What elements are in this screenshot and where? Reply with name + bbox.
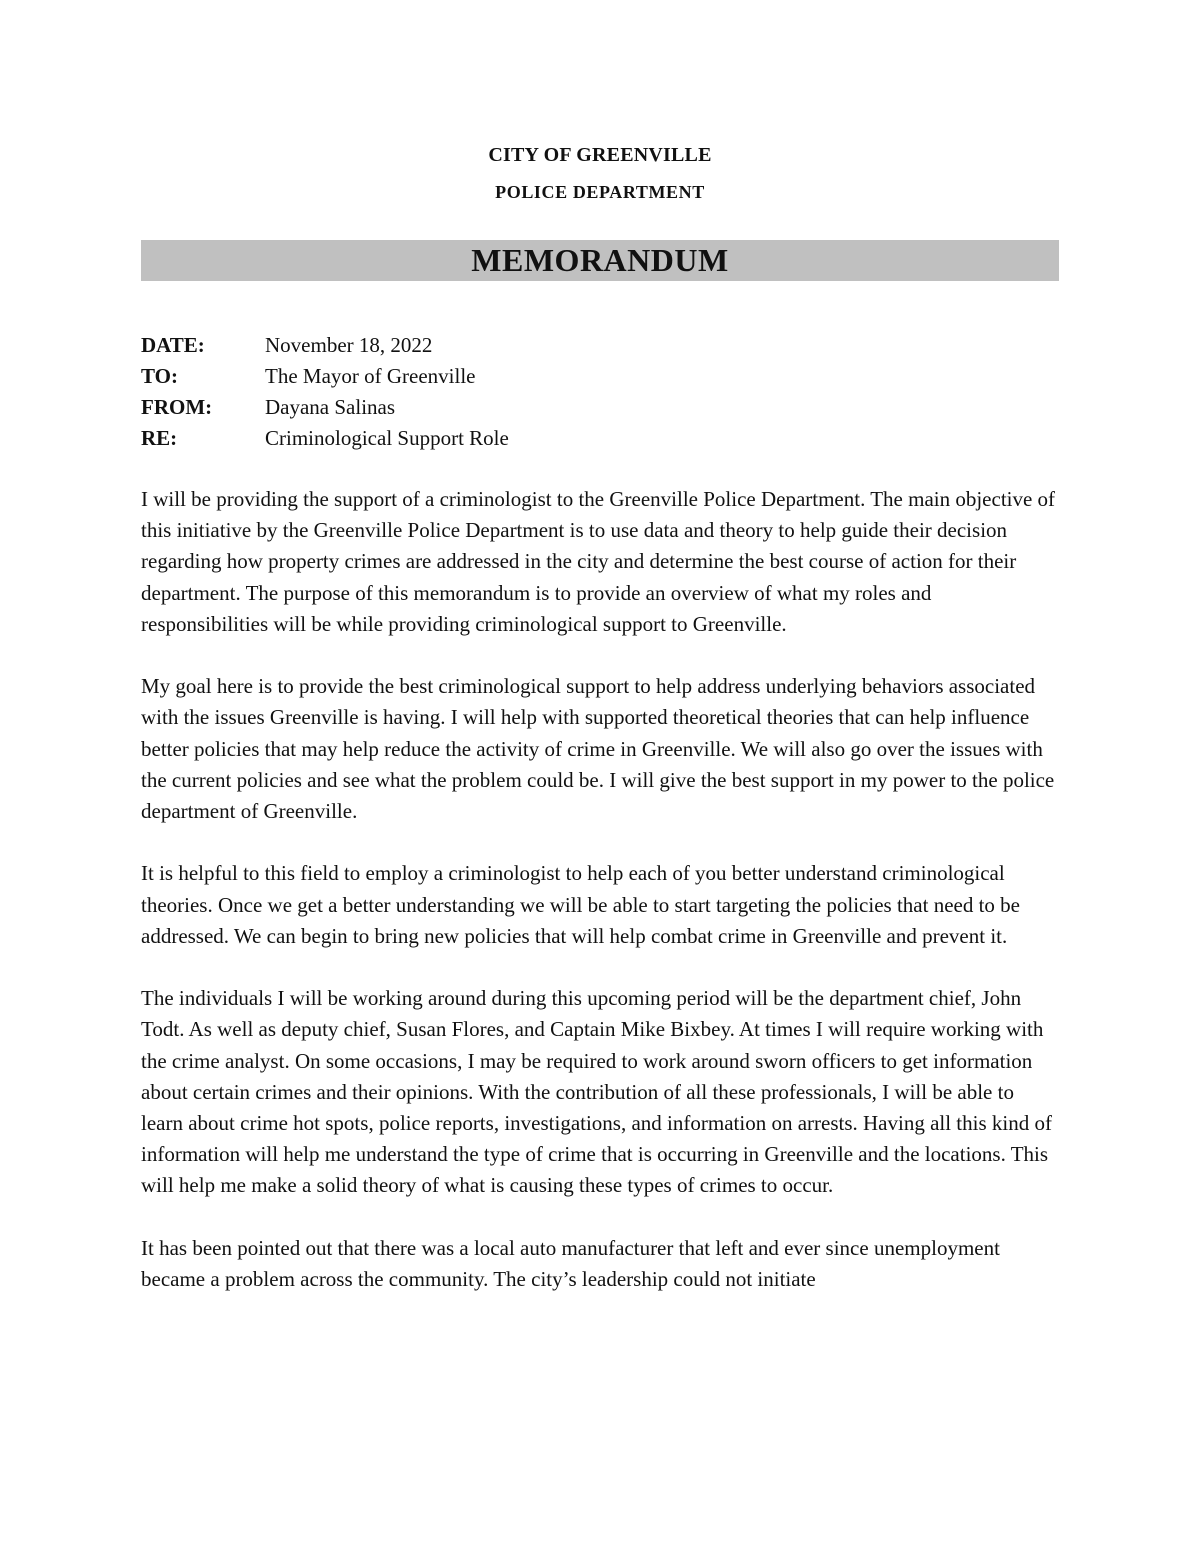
to-row xyxy=(141,361,1059,392)
organization-name: CITY OF GREENVILLE xyxy=(488,144,712,166)
body-paragraph: The individuals I will be working around during this upcoming period will be the department chief, John Todt. As well as deputy chief, Susan Flores, and Captain Mike Bixbey. At times I will require working with the crime analyst. On some occasions, I may be required to work around sworn officers to get information about certain crimes and their opinions. With the contribution of all these professionals, I will be able to learn about crime hot spots, police reports, investigations, and information on arrests. Having all this kind of information will help me understand the type of crime that is occurring in Greenville and the locations. This will help me make a solid theory of what is causing these types of crimes to occur. xyxy=(141,986,1052,1198)
memo-body xyxy=(141,484,1059,1326)
to-label: TO: xyxy=(141,364,178,388)
to-value: The Mayor of Greenville xyxy=(265,364,476,388)
body-paragraph: It is helpful to this field to employ a criminologist to help each of you better understand criminological theories. Once we get a better understanding we will be able to start targeting the policies that need to be addressed. We can begin to bring new policies that will help combat crime in Greenville and prevent it. xyxy=(141,861,1020,948)
date-value: November 18, 2022 xyxy=(265,333,433,357)
body-paragraph: I will be providing the support of a criminologist to the Greenville Police Department. The main objective of this initiative by the Greenville Police Department is to use data and theory to help guide their decision regarding how property crimes are addressed in the city and determine the best course of action for their department. The purpose of this memorandum is to provide an overview of what my roles and responsibilities will be while providing criminological support to Greenville. xyxy=(141,487,1056,636)
re-row xyxy=(141,423,1059,454)
re-label: RE: xyxy=(141,426,178,450)
memo-title-banner xyxy=(141,240,1059,281)
memo-page xyxy=(141,0,1059,1553)
body-paragraph: My goal here is to provide the best criminological support to help address underlying behaviors associated with the issues Greenville is having. I will help with supported theoretical theories that can help influence better policies that may help reduce the activity of crime in Greenville. We will also go over the issues with the current policies and see what the problem could be. I will give the best support in my power to the police department of Greenville. xyxy=(141,674,1055,824)
body-paragraph: It has been pointed out that there was a local auto manufacturer that left and ever since unemployment became a problem across the community. The city’s leadership could not initiate xyxy=(141,1235,1000,1292)
from-value: Dayana Salinas xyxy=(265,395,396,419)
date-label: DATE: xyxy=(141,333,205,357)
memo-header-fields xyxy=(141,330,1059,454)
from-row xyxy=(141,392,1059,423)
re-value: Criminological Support Role xyxy=(265,426,509,450)
date-row xyxy=(141,330,1059,361)
department-name: POLICE DEPARTMENT xyxy=(495,182,705,202)
from-label: FROM: xyxy=(141,395,213,419)
memo-title: MEMORANDUM xyxy=(471,242,729,278)
